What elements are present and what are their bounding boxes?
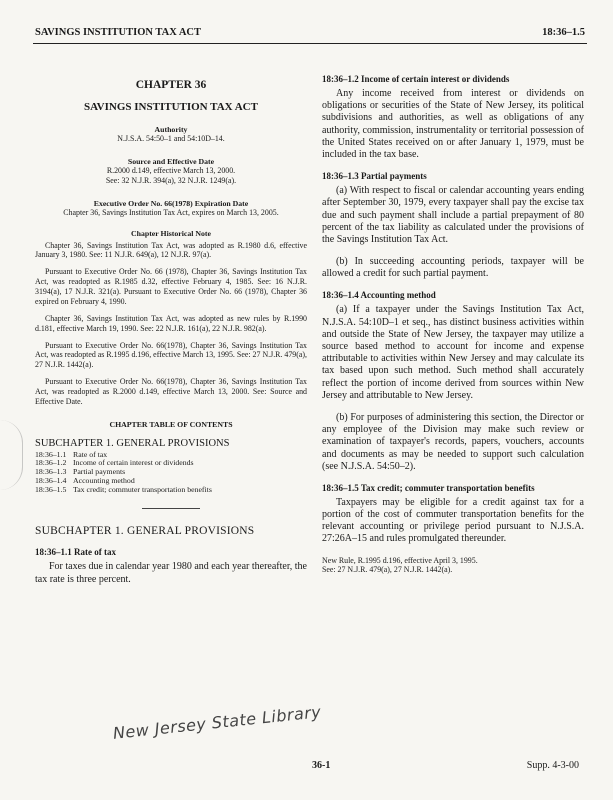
section-1-3-a: (a) With respect to fiscal or calendar accounting years ending after September 30, 1979, every taxpayer shall pay the excise tax due and such payment shall include a partial prepayment of 80 percent of the tax liability as calculated under the provisions of the Savings Institution Tax Act. <box>322 185 584 245</box>
left-column <box>35 74 307 596</box>
historical-note-p3: Chapter 36, Savings Institution Tax Act, was adopted as new rules by R.1990 d.181, effective March 19, 1990. See: 22 N.J.R. 161(a), 22 N.J.R. 982(a). <box>35 313 307 333</box>
section-divider <box>142 508 200 509</box>
toc-item-number: 18:36–1.3 <box>35 467 67 477</box>
toc-item-title: Tax credit; commuter transportation benefits <box>73 484 212 494</box>
section-1-2-heading: 18:36–1.2 Income of certain interest or dividends <box>322 74 510 84</box>
executive-order-text: Chapter 36, Savings Institution Tax Act, expires on March 13, 2005. <box>63 207 279 217</box>
toc-item-title: Income of certain interest or dividends <box>73 458 194 468</box>
running-header <box>35 27 585 38</box>
toc-item-title: Accounting method <box>73 475 135 485</box>
historical-note-p5: Pursuant to Executive Order No. 66(1978), Chapter 36, Savings Institution Tax Act, was readopted as R.2000 d.149, effective March 13, 2000. See: Source and Effective Date. <box>35 377 307 406</box>
section-1-3-heading: 18:36–1.3 Partial payments <box>322 171 427 182</box>
toc-heading: CHAPTER TABLE OF CONTENTS <box>109 419 233 429</box>
toc-list <box>35 451 307 495</box>
toc-item-number: 18:36–1.4 <box>35 475 67 485</box>
section-1-3-b: (b) In succeeding accounting periods, taxpayer will be allowed a credit for such partial payment. <box>322 256 584 280</box>
margin-mark <box>0 420 23 490</box>
header-left: SAVINGS INSTITUTION TAX ACT <box>35 27 202 38</box>
section-1-4-a: (a) If a taxpayer under the Savings Institution Tax Act, N.J.S.A. 54:10D–1 et seq., has distinct business activities within and outside the State of New Jersey, the taxpayer may utilize a source based method to account for income and expense attributable to activities within New Jersey and may calculate its tax based upon such method. Such method shall accurately reflect the portion of income derived from sources within New Jersey and attributable to New Jersey. <box>322 304 584 401</box>
section-1-5-text: Taxpayers may be eligible for a credit against tax for a portion of the cost of commuter transportation benefits for the relevant accounting or privilege period pursuant to N.J.S.A. 27:26A–15 and rules promulgated thereunder. <box>322 496 584 545</box>
header-right: 18:36–1.5 <box>542 27 585 38</box>
toc-subchapter: SUBCHAPTER 1. GENERAL PROVISIONS <box>35 437 230 449</box>
historical-note-p2: Pursuant to Executive Order No. 66 (1978), Chapter 36, Savings Institution Tax Act, was readopted as R.1985 d.32, effective February 4, 1985. See: 16 N.J.R. 3194(a), 17 N.J.R. 321(a). Pursuant to Executive Order No. 66 (1978), Chapter 36 expired on February 4, 1990. <box>35 267 307 306</box>
section-1-5-history-1: New Rule, R.1995 d.196, effective April 3, 1995. <box>322 555 478 565</box>
toc-item-number: 18:36–1.1 <box>35 449 67 459</box>
section-1-2-text: Any income received from interest or dividends on obligations or securities of the State of New Jersey, its political subdivisions and authorities, as well as obligations of any authority, commission, instrumentality or territorial possession of the United States received on or after January 1, 1979, must be included in the tax base. <box>322 88 584 160</box>
section-1-5-history-2: See: 27 N.J.R. 479(a), 27 N.J.R. 1442(a). <box>322 565 453 575</box>
library-stamp: New Jersey State Library <box>112 702 323 743</box>
right-column <box>322 74 584 575</box>
subchapter-heading: SUBCHAPTER 1. GENERAL PROVISIONS <box>35 525 255 538</box>
historical-note-p4: Pursuant to Executive Order No. 66(1978), Chapter 36, Savings Institution Tax Act, was readopted as R.1995 d.196, effective March 13, 1995. See: 27 N.J.R. 479(a), 27 N.J.R. 1442(a). <box>35 340 307 370</box>
authority-text: N.J.S.A. 54:50–1 and 54:10D–14. <box>117 134 225 143</box>
section-1-5-heading: 18:36–1.5 Tax credit; commuter transportation benefits <box>322 482 535 493</box>
section-1-1-text: For taxes due in calendar year 1980 and each year thereafter, the tax rate is three percent. <box>35 561 307 585</box>
section-1-1-heading: 18:36–1.1 Rate of tax <box>35 547 116 558</box>
supplement-date: Supp. 4-3-00 <box>526 760 579 771</box>
chapter-number: CHAPTER 36 <box>135 79 207 91</box>
source-heading: Source and Effective Date <box>127 156 215 166</box>
source-line-2: See: 32 N.J.R. 394(a), 32 N.J.R. 1249(a). <box>105 175 237 185</box>
page-number: 36-1 <box>312 760 331 771</box>
historical-note-heading: Chapter Historical Note <box>131 228 211 238</box>
executive-order-heading: Executive Order No. 66(1978) Expiration Date <box>93 198 249 208</box>
toc-item-title: Rate of tax <box>73 449 108 459</box>
header-rule <box>33 43 587 44</box>
toc-item-number: 18:36–1.2 <box>35 458 67 468</box>
toc-item-title: Partial payments <box>73 467 126 477</box>
authority-heading: Authority <box>154 125 188 134</box>
source-line-1: R.2000 d.149, effective March 13, 2000. <box>106 165 236 175</box>
act-title: SAVINGS INSTITUTION TAX ACT <box>84 101 258 113</box>
section-1-4-heading: 18:36–1.4 Accounting method <box>322 290 436 301</box>
toc-item <box>35 486 307 495</box>
toc-item-number: 18:36–1.5 <box>35 484 67 494</box>
historical-note-p1: Chapter 36, Savings Institution Tax Act, was adopted as R.1980 d.6, effective January 3, 1980. See: 11 N.J.R. 649(a), 12 N.J.R. 97(a). <box>35 240 307 260</box>
section-1-4-b: (b) For purposes of administering this section, the Director or any employee of the Division may make such review or examination of taxpayer's records, papers, vouchers, accounts and documents as may be needed to support such calculation (see N.J.S.A. 54:50–2). <box>322 411 584 472</box>
